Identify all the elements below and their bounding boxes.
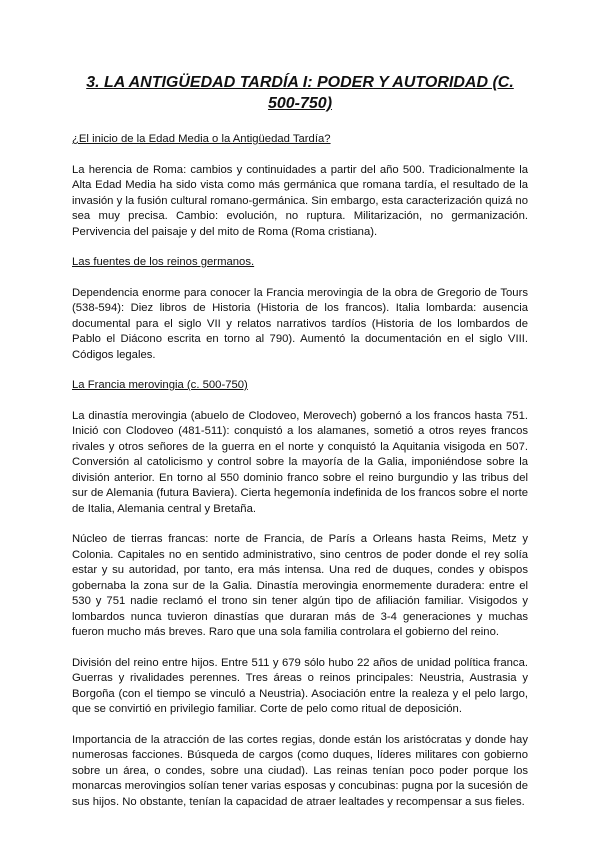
- section-origin: [72, 132, 528, 240]
- paragraph-royal-courts: Importancia de la atracción de las cortes regias, donde están los aristócratas y donde hay numerosas facciones. Búsqueda de cargos (como duques, líderes militares con gobierno sobre un área, o condes, sobre una ciudad). Las reinas tenían poco poder porque los monarcas merovingios solían tener varias esposas y concubinas: pugna por la sucesión de sus hijos. No obstante, tenían la capacidad de atraer lealtades y recompensar a sus fieles.: [72, 733, 528, 808]
- section-heading-merovingian: La Francia merovingia (c. 500-750): [72, 379, 248, 391]
- document-page: [72, 72, 528, 825]
- section-merovingian: [72, 378, 528, 810]
- paragraph-rome-legacy: La herencia de Roma: cambios y continuidades a partir del año 500. Tradicionalmente la Alta Edad Media ha sido vista como más germánica que romana tardía, el resultado de la invasión y la fusión cultural romano-germánica. Sin embargo, esta caracterización quizá no sea muy precisa. Cambio: evolución, no ruptura. Militarización, no germanización. Pervivencia del paisaje y del mito de Roma (Roma cristiana).: [72, 163, 528, 238]
- section-heading-sources: Las fuentes de los reinos germanos.: [72, 256, 255, 268]
- document-title: 3. LA ANTIGÜEDAD TARDÍA I: PODER Y AUTORIDAD (C. 500-750): [86, 74, 514, 112]
- paragraph-frankish-core: Núcleo de tierras francas: norte de Francia, de París a Orleans hasta Reims, Metz y Colonia. Capitales no en sentido administrativo, sino centros de poder donde el rey solía estar y su autoridad, por tanto, era más intensa. Una red de duques, condes y obispos gobernaba la zona sur de la Galia. Dinastía merovingia enormemente duradera: entre el 530 y 751 nadie reclamó el trono sin tener algún tipo de afiliación familiar. Visigodos y lombardos nunca tuvieron dinastías que duraran más de 3-4 generaciones y muchas fueron mucho más breves. Raro que una sola familia controlara el gobierno del reino.: [72, 533, 528, 638]
- section-sources: [72, 255, 528, 363]
- paragraph-kingdom-division: División del reino entre hijos. Entre 511 y 679 sólo hubo 22 años de unidad política franca. Guerras y rivalidades perennes. Tres áreas o reinos principales: Neustria, Austrasia y Borgoña (con el tiempo se vinculó a Neustria). Asociación entre la realeza y el pelo largo, que se convirtió en privilegio familiar. Corte de pelo como ritual de deposición.: [72, 656, 528, 715]
- paragraph-sources: Dependencia enorme para conocer la Francia merovingia de la obra de Gregorio de Tours (538-594): Diez libros de Historia (Historia de los francos). Italia lombarda: ausencia documental para el siglo VII y relatos narrativos tardíos (Historia de los lombardos de Pablo el Diácono escrita en torno al 790). Aumentó la documentación en el siglo VIII. Códigos legales.: [72, 286, 528, 361]
- section-heading-origin: ¿El inicio de la Edad Media o la Antigüedad Tardía?: [72, 133, 331, 145]
- paragraph-dynasty: La dinastía merovingia (abuelo de Clodoveo, Merovech) gobernó a los francos hasta 751. Inició con Clodoveo (481-511): conquistó a los alamanes, sometió a otros reyes francos rivales y otros señores de la guerra en el norte y conquistó la Aquitania visigoda en 507. Conversión al catolicismo y control sobre la mayoría de la Galia, imponiéndose sobre la división anterior. En torno al 550 dominio franco sobre el reino burgundio y las tribus del sur de Alemania (futura Baviera). Cierta hegemonía indefinida de los francos sobre el norte de Italia, Alemania central y Bretaña.: [72, 409, 528, 515]
